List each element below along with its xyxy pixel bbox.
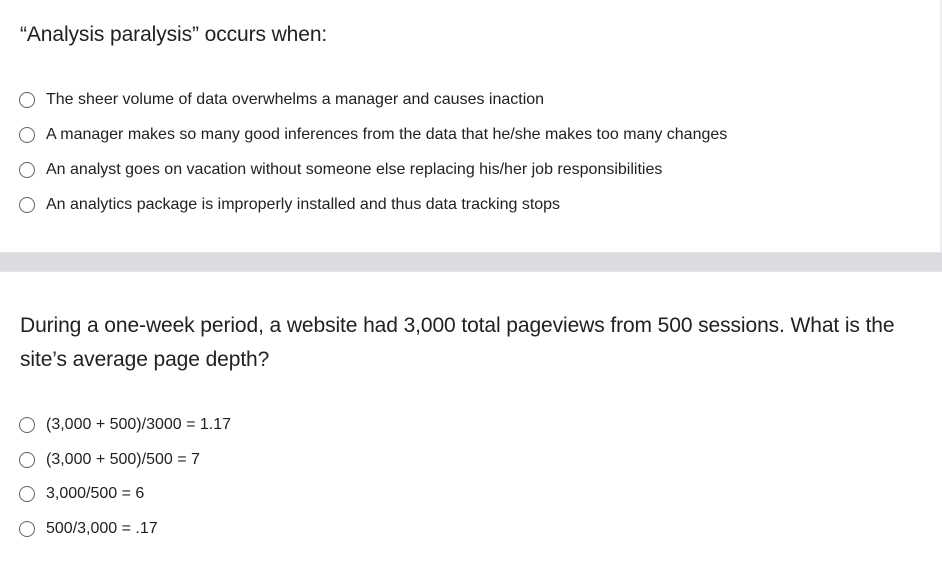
option-label: (3,000 + 500)/500 = 7 (46, 451, 200, 468)
radio-unchecked-icon[interactable] (19, 127, 35, 143)
question-title: “Analysis paralysis” occurs when: (20, 23, 328, 46)
option-label: The sheer volume of data overwhelms a manager and causes inaction (46, 91, 545, 108)
option-label: (3,000 + 500)/3000 = 1.17 (46, 416, 232, 433)
option-label: A manager makes so many good inferences from the data that he/she makes too many changes (46, 126, 728, 143)
question-card-2 (0, 271, 942, 576)
option-label: An analytics package is improperly installed and thus data tracking stops (46, 196, 561, 213)
radio-unchecked-icon[interactable] (19, 417, 35, 433)
radio-option[interactable] (19, 88, 544, 112)
option-label: 3,000/500 = 6 (46, 485, 145, 502)
radio-unchecked-icon[interactable] (19, 197, 35, 213)
option-label: An analyst goes on vacation without someone else replacing his/her job responsibilities (46, 161, 663, 178)
radio-option[interactable] (19, 193, 560, 217)
radio-option[interactable] (19, 123, 727, 147)
radio-option[interactable] (19, 482, 144, 506)
option-label: 500/3,000 = .17 (46, 520, 158, 537)
radio-unchecked-icon[interactable] (19, 162, 35, 178)
radio-option[interactable] (19, 158, 662, 182)
radio-option[interactable] (19, 413, 231, 437)
question-title: During a one-week period, a website had 3,000 total pageviews from 500 sessions. What is the site’s average page depth? (20, 314, 895, 371)
radio-unchecked-icon[interactable] (19, 486, 35, 502)
radio-unchecked-icon[interactable] (19, 92, 35, 108)
question-card-1 (0, 0, 942, 253)
radio-unchecked-icon[interactable] (19, 521, 35, 537)
radio-option[interactable] (19, 448, 200, 472)
radio-unchecked-icon[interactable] (19, 452, 35, 468)
radio-option[interactable] (19, 517, 158, 541)
